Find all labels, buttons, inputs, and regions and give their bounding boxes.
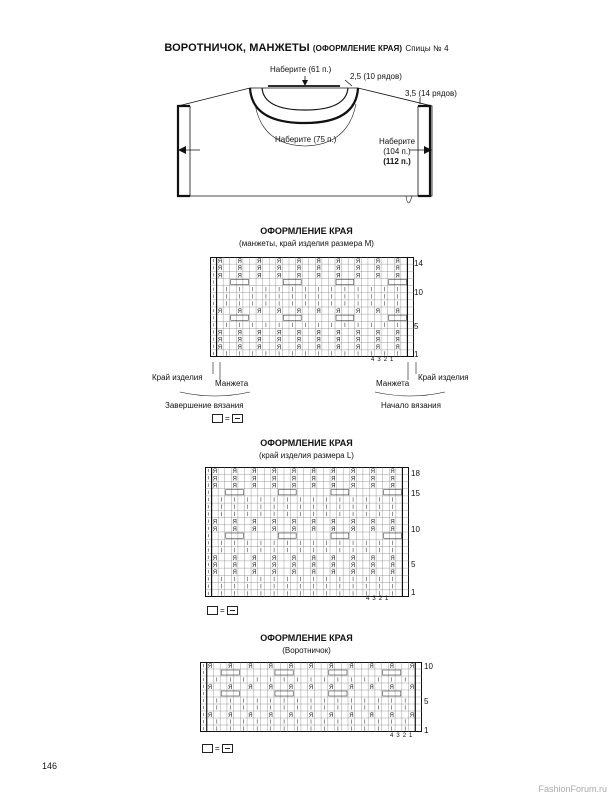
svg-text:Я: Я [316, 273, 321, 280]
svg-text:Я: Я [268, 664, 273, 670]
svg-text:Я: Я [355, 309, 361, 316]
svg-text:Я: Я [370, 570, 375, 577]
chart2-grid [205, 467, 419, 604]
label-cuff-cast-on-word: Наберите [378, 137, 416, 146]
svg-text:Я: Я [237, 309, 242, 316]
svg-text:Я: Я [207, 685, 213, 691]
svg-text:Я: Я [271, 563, 277, 569]
svg-text:Я: Я [276, 309, 282, 316]
svg-text:Я: Я [288, 664, 293, 670]
svg-text:Я: Я [355, 259, 361, 266]
svg-text:Я: Я [355, 330, 361, 337]
chart1-row-14: 14 [414, 259, 423, 268]
svg-text:Я: Я [370, 563, 375, 569]
chart1-row-1: 1 [414, 350, 419, 359]
chart1-bnum-3: 3 [377, 357, 384, 363]
svg-text:Я: Я [389, 713, 394, 719]
chart1-subtitle: (манжеты, край изделия размера M) [239, 239, 374, 248]
chart1-bnum-1: 1 [390, 357, 397, 363]
chart2-subtitle: (край изделия размера L) [259, 451, 354, 460]
svg-text:Я: Я [291, 570, 297, 577]
svg-text:Я: Я [369, 713, 374, 719]
chart1-cuff-right: Манжета [376, 379, 410, 388]
chart1-edge-right: Край изделия [418, 373, 469, 382]
svg-text:Я: Я [350, 519, 356, 526]
svg-text:Я: Я [311, 483, 316, 490]
svg-text:Я: Я [232, 519, 237, 526]
chart2-bnum-2: 2 [378, 596, 386, 602]
svg-text:Я: Я [257, 259, 262, 266]
chart2-row-10: 10 [411, 525, 420, 534]
svg-text:Я: Я [409, 664, 415, 670]
svg-text:Я: Я [329, 713, 334, 719]
svg-text:Я: Я [276, 337, 282, 344]
svg-text:Я: Я [248, 664, 253, 670]
svg-text:Я: Я [271, 526, 277, 533]
legend3-equals: = [215, 744, 220, 753]
svg-text:Я: Я [268, 713, 273, 719]
title-subtitle: (ОФОРМЛЕНИЕ КРАЯ) [312, 44, 403, 53]
chart2-row-1: 1 [411, 588, 416, 597]
svg-text:Я: Я [252, 526, 257, 533]
svg-text:Я: Я [409, 713, 415, 719]
svg-text:Я: Я [207, 664, 213, 670]
svg-text:Я: Я [331, 476, 336, 483]
svg-text:Я: Я [291, 476, 297, 483]
svg-text:Я: Я [390, 570, 395, 577]
svg-text:Я: Я [252, 519, 257, 526]
svg-text:Я: Я [395, 309, 400, 316]
svg-text:Я: Я [355, 337, 361, 344]
svg-text:Я: Я [311, 476, 316, 483]
svg-text:Я: Я [395, 337, 400, 344]
chart3-title: ОФОРМЛЕНИЕ КРАЯ [260, 633, 353, 643]
chart3-row-1: 1 [424, 726, 429, 735]
svg-text:Я: Я [331, 526, 336, 533]
svg-text:Я: Я [217, 344, 223, 351]
svg-text:Я: Я [252, 563, 257, 569]
svg-text:Я: Я [257, 337, 262, 344]
svg-text:Я: Я [390, 469, 395, 476]
chart3-row-5: 5 [424, 697, 429, 706]
label-cast-on-61: Наберите (61 п.) [270, 65, 332, 74]
label-rows-3-5: 3,5 (14 рядов) [405, 89, 457, 98]
svg-text:Я: Я [232, 469, 237, 476]
svg-text:Я: Я [316, 309, 321, 316]
chart2-bnum-4: 4 [366, 596, 373, 602]
label-cuff-104: (104 п.) [383, 147, 411, 156]
svg-text:Я: Я [228, 664, 233, 670]
chart1-title: ОФОРМЛЕНИЕ КРАЯ [260, 226, 353, 236]
svg-text:Я: Я [288, 685, 293, 691]
svg-text:Я: Я [370, 483, 375, 490]
svg-text:Я: Я [296, 273, 302, 280]
legend-purl-symbol [232, 414, 243, 423]
svg-text:Я: Я [291, 526, 297, 533]
svg-text:Я: Я [212, 483, 218, 490]
svg-text:Я: Я [308, 664, 314, 670]
legend2-knit-symbol [207, 606, 218, 615]
svg-text:Я: Я [369, 685, 374, 691]
svg-text:Я: Я [390, 563, 395, 569]
label-cast-on-75: Наберите (75 п.) [275, 135, 337, 144]
svg-text:Я: Я [369, 664, 374, 670]
svg-text:Я: Я [370, 476, 375, 483]
chart1-row-5: 5 [414, 322, 419, 331]
svg-text:Я: Я [232, 476, 237, 483]
svg-text:Я: Я [349, 685, 354, 691]
svg-text:Я: Я [316, 259, 321, 266]
svg-text:Я: Я [311, 563, 316, 569]
svg-text:Я: Я [212, 519, 218, 526]
label-rows-2-5: 2,5 (10 рядов) [350, 72, 402, 81]
chart1-start: Начало вязания [381, 401, 441, 410]
svg-text:Я: Я [308, 685, 314, 691]
chart1-annotations [160, 360, 460, 405]
svg-text:Я: Я [217, 273, 223, 280]
svg-text:Я: Я [271, 570, 277, 577]
svg-text:Я: Я [291, 469, 297, 476]
svg-text:Я: Я [232, 526, 237, 533]
svg-text:Я: Я [232, 570, 237, 577]
chart1-edge-left: Край изделия [152, 373, 203, 382]
svg-text:Я: Я [257, 266, 262, 273]
svg-text:Я: Я [232, 483, 237, 490]
svg-text:Я: Я [291, 555, 297, 562]
svg-text:Я: Я [228, 685, 233, 691]
chart1-bnum-2: 2 [383, 357, 391, 363]
legend2-equals: = [220, 606, 225, 615]
svg-text:Я: Я [311, 526, 316, 533]
svg-text:Я: Я [375, 344, 380, 351]
svg-text:Я: Я [395, 259, 400, 266]
svg-text:Я: Я [212, 476, 218, 483]
svg-text:Я: Я [389, 685, 394, 691]
svg-text:Я: Я [355, 266, 361, 273]
svg-text:Я: Я [276, 266, 282, 273]
svg-text:Я: Я [350, 570, 356, 577]
svg-text:Я: Я [390, 483, 395, 490]
svg-text:Я: Я [232, 563, 237, 569]
svg-text:Я: Я [409, 685, 415, 691]
page-number: 146 [42, 761, 58, 771]
svg-text:Я: Я [296, 337, 302, 344]
svg-text:Я: Я [355, 344, 361, 351]
svg-text:Я: Я [350, 526, 356, 533]
title-text: ВОРОТНИЧОК, МАНЖЕТЫ [164, 42, 310, 54]
svg-text:Я: Я [329, 664, 334, 670]
chart2-bnum-3: 3 [372, 596, 379, 602]
chart1-cuff-left: Манжета [215, 379, 249, 388]
svg-text:Я: Я [276, 330, 282, 337]
svg-text:Я: Я [331, 570, 336, 577]
chart3-grid [200, 662, 430, 740]
svg-text:Я: Я [252, 476, 257, 483]
svg-text:Я: Я [336, 259, 341, 266]
svg-text:Я: Я [291, 483, 297, 490]
svg-text:Я: Я [395, 266, 400, 273]
svg-text:Я: Я [390, 476, 395, 483]
svg-text:Я: Я [237, 266, 242, 273]
svg-text:Я: Я [350, 476, 356, 483]
svg-text:Я: Я [257, 344, 262, 351]
svg-text:Я: Я [375, 259, 380, 266]
svg-text:Я: Я [311, 469, 316, 476]
chart3-bottom-numbers [390, 731, 415, 741]
svg-text:Я: Я [349, 713, 354, 719]
svg-text:Я: Я [350, 469, 356, 476]
svg-text:Я: Я [291, 563, 297, 569]
svg-text:Я: Я [331, 563, 336, 569]
svg-text:Я: Я [271, 555, 277, 562]
svg-text:Я: Я [248, 713, 253, 719]
chart1-legend [212, 414, 243, 423]
svg-text:Я: Я [375, 266, 380, 273]
svg-text:Я: Я [252, 570, 257, 577]
svg-text:Я: Я [370, 526, 375, 533]
chart2-row-5: 5 [411, 560, 416, 569]
chart3-bnum-4: 4 [390, 733, 397, 739]
svg-text:Я: Я [390, 526, 395, 533]
svg-text:Я: Я [271, 476, 277, 483]
svg-text:Я: Я [217, 337, 223, 344]
chart2-legend [207, 606, 238, 615]
svg-text:Я: Я [296, 259, 302, 266]
svg-text:Я: Я [237, 337, 242, 344]
svg-text:Я: Я [336, 337, 341, 344]
svg-text:Я: Я [252, 469, 257, 476]
svg-text:Я: Я [331, 469, 336, 476]
svg-text:Я: Я [311, 519, 316, 526]
svg-text:Я: Я [217, 330, 223, 337]
legend3-purl-symbol [222, 744, 233, 753]
svg-text:Я: Я [355, 273, 361, 280]
svg-text:Я: Я [217, 309, 223, 316]
svg-text:Я: Я [370, 555, 375, 562]
svg-text:Я: Я [217, 266, 223, 273]
chart3-row-10: 10 [424, 662, 433, 671]
svg-text:Я: Я [331, 483, 336, 490]
svg-text:Я: Я [237, 344, 242, 351]
svg-text:Я: Я [217, 259, 223, 266]
legend3-knit-symbol [202, 744, 213, 753]
svg-text:Я: Я [375, 337, 380, 344]
svg-text:Я: Я [350, 563, 356, 569]
svg-text:Я: Я [375, 309, 380, 316]
svg-text:Я: Я [395, 344, 400, 351]
chart3-legend [202, 744, 233, 753]
svg-text:Я: Я [370, 469, 375, 476]
chart1-bnum-4: 4 [371, 357, 378, 363]
svg-text:Я: Я [288, 713, 293, 719]
chart1-finish: Завершение вязания [165, 401, 244, 410]
chart1-grid [210, 257, 424, 365]
svg-text:Я: Я [276, 273, 282, 280]
svg-text:Я: Я [252, 555, 257, 562]
svg-text:Я: Я [395, 273, 400, 280]
svg-text:Я: Я [271, 519, 277, 526]
svg-text:Я: Я [257, 273, 262, 280]
svg-text:Я: Я [212, 570, 218, 577]
chart1-row-10: 10 [414, 288, 423, 297]
chart3-bnum-2: 2 [402, 733, 410, 739]
svg-text:Я: Я [276, 259, 282, 266]
svg-text:Я: Я [248, 685, 253, 691]
chart2-row-15: 15 [411, 489, 420, 498]
svg-text:Я: Я [331, 519, 336, 526]
svg-text:Я: Я [291, 519, 297, 526]
svg-text:Я: Я [375, 273, 380, 280]
legend2-purl-symbol [227, 606, 238, 615]
legend-equals: = [225, 414, 230, 423]
svg-text:Я: Я [389, 664, 394, 670]
svg-text:Я: Я [296, 344, 302, 351]
label-cuff-cast-on [372, 137, 422, 167]
svg-text:Я: Я [212, 555, 218, 562]
svg-text:Я: Я [395, 330, 400, 337]
chart2-bnum-1: 1 [385, 596, 392, 602]
svg-text:Я: Я [232, 555, 237, 562]
chart2-title: ОФОРМЛЕНИЕ КРАЯ [260, 438, 353, 448]
svg-text:Я: Я [336, 309, 341, 316]
svg-text:Я: Я [237, 259, 242, 266]
svg-text:Я: Я [331, 555, 336, 562]
svg-text:Я: Я [308, 713, 314, 719]
chart2-bottom-numbers [366, 594, 391, 604]
svg-text:Я: Я [252, 483, 257, 490]
svg-text:Я: Я [390, 519, 395, 526]
svg-text:Я: Я [329, 685, 334, 691]
svg-text:Я: Я [271, 483, 277, 490]
garment-schematic [0, 0, 613, 220]
watermark: FashionForum.ru [538, 784, 607, 794]
chart3-bnum-3: 3 [396, 733, 403, 739]
svg-text:Я: Я [336, 266, 341, 273]
svg-text:Я: Я [257, 330, 262, 337]
needles-size: Спицы № 4 [405, 44, 449, 53]
svg-text:Я: Я [316, 330, 321, 337]
legend-knit-symbol [212, 414, 223, 423]
svg-text:Я: Я [212, 526, 218, 533]
svg-text:Я: Я [390, 555, 395, 562]
svg-text:Я: Я [237, 330, 242, 337]
svg-text:Я: Я [311, 570, 316, 577]
label-cuff-112: (112 п.) [383, 157, 411, 166]
svg-text:Я: Я [350, 483, 356, 490]
svg-text:Я: Я [296, 309, 302, 316]
svg-text:Я: Я [316, 344, 321, 351]
svg-text:Я: Я [212, 563, 218, 569]
svg-text:Я: Я [271, 469, 277, 476]
svg-text:Я: Я [375, 330, 380, 337]
chart3-bnum-1: 1 [409, 733, 416, 739]
svg-text:Я: Я [336, 344, 341, 351]
svg-text:Я: Я [311, 555, 316, 562]
svg-text:Я: Я [257, 309, 262, 316]
svg-text:Я: Я [276, 344, 282, 351]
svg-text:Я: Я [207, 713, 213, 719]
svg-text:Я: Я [237, 273, 242, 280]
svg-text:Я: Я [350, 555, 356, 562]
svg-text:Я: Я [370, 519, 375, 526]
chart2-row-18: 18 [411, 469, 420, 478]
svg-text:Я: Я [336, 273, 341, 280]
svg-text:Я: Я [212, 469, 218, 476]
svg-text:Я: Я [316, 266, 321, 273]
svg-text:Я: Я [296, 266, 302, 273]
svg-text:Я: Я [316, 337, 321, 344]
svg-text:Я: Я [336, 330, 341, 337]
svg-text:Я: Я [349, 664, 354, 670]
svg-text:Я: Я [228, 713, 233, 719]
chart3-subtitle: (Воротничок) [282, 646, 331, 655]
svg-text:Я: Я [296, 330, 302, 337]
svg-text:Я: Я [268, 685, 273, 691]
